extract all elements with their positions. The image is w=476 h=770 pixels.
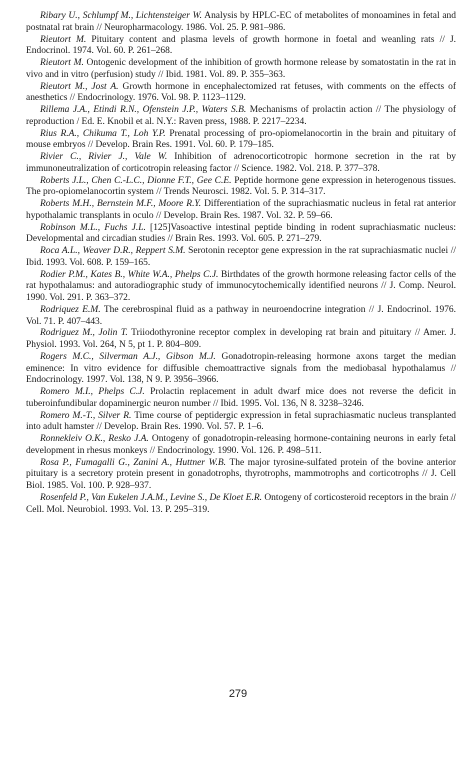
reference-text: Ontogeny of corticosteroid receptors in the brain // Cell. Mol. Neurobiol. 1993. Vol. 13. P. 295–319. [26,492,457,515]
reference-entry [26,352,456,387]
reference-entry [26,458,456,493]
reference-text: Mechanisms of prolactin action // The physiology of reproduction / Ed. E. Knobil et al. N.Y.: Raven press, 1988. P. 2217–2234. [26,105,456,127]
reference-authors: Roberts J.L., Chen C.-L.C., Dionne F.T., Gee C.E. [40,175,232,186]
reference-entry [26,11,456,35]
reference-text: Analysis by HPLC-EC of metabolites of monoamines in fetal and postnatal rat brain // Neuropharmacology. 1986. Vol. 25. P. 981–986. [26,11,456,33]
reference-authors: Rieutort M., Jost A. [40,81,119,92]
reference-entry [26,82,456,106]
reference-list [26,11,456,516]
reference-authors: Ronnekleiv O.K., Resko J.A. [40,434,149,444]
reference-authors: Robinson M.L., Fuchs J.L. [40,222,146,233]
reference-authors: Rillema J.A., Etindi R.N., Ofenstein J.P., Waters S.B. [40,105,247,115]
reference-entry [26,199,456,223]
reference-entry [26,328,456,352]
reference-authors: Ribary U., Schlumpf M., Lichtensteiger W. [40,11,203,21]
reference-text: Gonadotropin-releasing hormone axons target the median eminence: In vitro evidence for diffusible chemoattractive signals from the mediobasal hypothalamus // Endocrinology. 1997. Vol. 138, N 9. P. 3956–3966. [26,351,456,386]
reference-authors: Rogers M.C., Silverman A.J., Gibson M.J. [40,351,216,362]
reference-text: Inhibition of adrenocorticotropic hormone secretion in the rat by immunoneutralization of corticotropin releasing factor // Science. 1982. Vol. 218. P. 377–378. [26,152,457,174]
reference-authors: Romero M.-T., Silver R. [40,410,132,421]
reference-authors: Rosa P., Fumagalli G., Zanini A., Huttner W.B. [40,457,227,468]
reference-text: The cerebrospinal fluid as a pathway in neuroendocrine integration // J. Endocrinol. 1976. Vol. 71. P. 407–443. [26,304,456,327]
reference-text: The major tyrosine-sulfated protein of the bovine anterior pituitary is a secretory protein present in gonadotrophs, thyrotrophs, mammotrophs and corticotrophs // J. Cell Biol. 1985. Vol. 100. P. 928–937. [26,457,456,491]
reference-text: Ontogenic development of the inhibition of growth hormone release by somatostatin in the rat in vivo and in vitro (perfusion) study // Ibid. 1981. Vol. 89. P. 355–363. [26,58,456,80]
reference-entry [26,387,456,411]
reference-entry [26,58,456,82]
reference-authors: Rius R.A., Chikuma T., Loh Y.P. [40,128,166,139]
reference-text: Differentiation of the suprachiasmatic nucleus in fetal rat anterior hypothalamic transplants in oculo // Develop. Brain Res. 1987. Vol. 32. P. 59–66. [26,199,456,221]
reference-authors: Rieutort M. [40,34,87,45]
reference-text: Serotonin receptor gene expression in the rat suprachiasmatic nuclei // Ibid. 1993. Vol. 608. P. 159–165. [26,246,456,268]
reference-authors: Rivier C., Rivier J., Vale W. [40,152,168,162]
reference-authors: Rieutort M. [40,58,84,68]
reference-entry [26,152,456,176]
reference-text: Growth hormone in encephalectomized rat fetuses, with comments on the effects of anesthetics // Endocrinology. 1976. Vol. 98. P. 1123–1129. [26,81,456,104]
reference-text: Prenatal processing of pro-opiomelanocortin in the brain and pituitary of mouse embryos // Develop. Brain Res. 1991. Vol. 60. P. 179–185. [26,128,456,151]
reference-text: Birthdates of the growth hormone releasing factor cells of the rat hypothalamus: and autoradiographic study of immunocytochemically identified neurons // J. Comp. Neurol. 1990. Vol. 291. P. 363–372. [26,269,456,303]
reference-entry [26,270,456,305]
reference-entry [26,176,456,200]
reference-entry [26,129,456,153]
reference-text: Peptide hormone gene expression in heterogenous tissues. The pro-opiomelanocortin system // Trends Neurosci. 1982. Vol. 5. P. 314–317. [26,175,456,198]
reference-entry [26,105,456,129]
reference-authors: Romero M.I., Phelps C.J. [40,387,145,397]
reference-entry [26,434,456,458]
reference-authors: Roca A.L., Weaver D.R., Reppert S.M. [40,246,186,256]
reference-text: Ontogeny of gonadotropin-releasing hormone-containing neurons in early fetal development in rhesus monkeys // Endocrinology. 1990. Vol. 126. P. 498–511. [26,434,456,456]
reference-entry [26,223,456,247]
reference-authors: Rosenfeld P., Van Eukelen J.A.M., Levine S., De Kloet E.R. [40,492,262,503]
reference-authors: Roberts M.H., Bernstein M.F., Moore R.Y. [40,199,202,209]
reference-authors: Rodier P.M., Kates B., White W.A., Phelps C.J. [40,269,219,280]
reference-text: Time course of peptidergic expression in fetal suprachiasmatic nucleus transplanted into adult hamster // Develop. Brain Res. 1990. Vol. 57. P. 1–6. [26,410,457,433]
reference-entry [26,246,456,270]
reference-entry [26,411,456,435]
reference-entry [26,35,456,59]
reference-authors: Rodriquez E.M. [40,304,101,315]
reference-text: Pituitary content and plasma levels of growth hormone in foetal and weanling rats // J. Endocrinol. 1974. Vol. 60. P. 261–268. [26,34,457,57]
reference-entry [26,305,456,329]
reference-text: [125]Vasoactive intestinal peptide binding in rodent suprachiasmatic nucleus: Developmental and circadian studies // Brain Res. 1993. Vol. 605. P. 271–279. [26,222,457,245]
reference-authors: Rodriguez M., Jolin T. [40,328,128,339]
page-number: 279 [228,688,248,700]
reference-entry [26,493,456,517]
reference-text: Triiodothyronine receptor complex in developing rat brain and pituitary // Amer. J. Physiol. 1993. Vol. 264, N 5, pt 1. P. 804–809. [26,328,457,350]
reference-text: Prolactin replacement in adult dwarf mice does not reverse the deficit in tuberoinfundibular dopaminergic neuron number // Ibid. 1995. Vol. 136, N 8. 3238–3246. [26,387,456,409]
